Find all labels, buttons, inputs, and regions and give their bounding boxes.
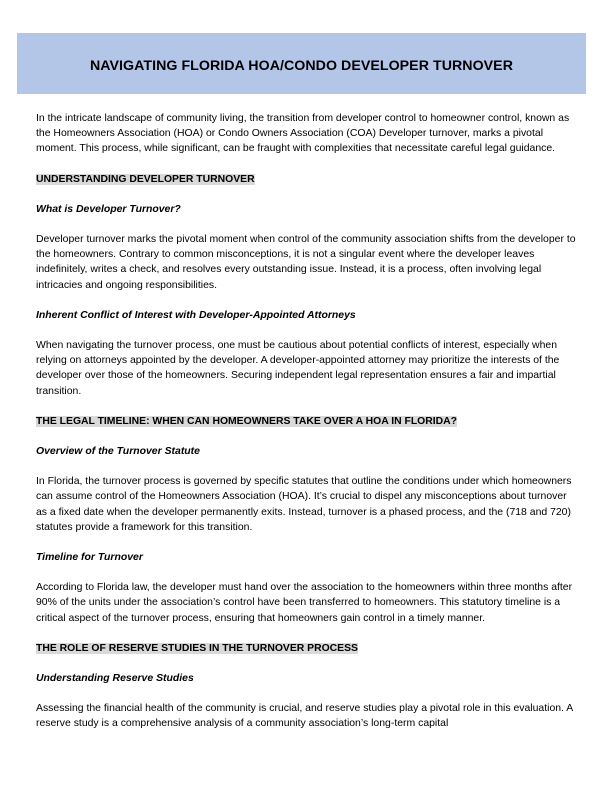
paragraph-turnover-statute: In Florida, the turnover process is governed by specific statutes that outline the conditions under which homeowners can assume control of the Homeowners Association (HOA). It’s crucial to dispel any misconceptions about turnover as a fixed date when the developer permanently exits. Instead, turnover is a phased process, and the (718 and 720) statutes provide a framework for this transition.: [36, 476, 572, 533]
subheading-turnover-statute: Overview of the Turnover Statute: [36, 446, 200, 458]
title-banner: [17, 33, 586, 94]
paragraph-conflict-of-interest: When navigating the turnover process, one must be cautious about potential conflicts of interest, especially when relying on attorneys appointed by the developer. A developer-appointed attorney may prioritize the interests of the developer over those of the homeowners. Securing independent legal representation ensures a fair and impartial transition.: [36, 340, 560, 397]
section-2: [36, 414, 576, 429]
document-title: NAVIGATING FLORIDA HOA/CONDO DEVELOPER TURNOVER: [90, 57, 513, 74]
subheading-what-is-turnover: What is Developer Turnover?: [36, 203, 181, 215]
document-body: [36, 111, 576, 732]
subheading-timeline-for-turnover: Timeline for Turnover: [36, 552, 143, 564]
section-heading-legal-timeline: THE LEGAL TIMELINE: WHEN CAN HOMEOWNERS TAKE OVER A HOA IN FLORIDA?: [36, 415, 458, 427]
section-3: [36, 641, 576, 656]
paragraph-what-is-turnover: Developer turnover marks the pivotal moment when control of the community association shifts from the developer to the homeowners. Contrary to common misconceptions, it is not a singular event where the developer leaves indefinitely, writes a check, and resolves every outstanding issue. Instead, it is a process, often involving legal intricacies and ongoing responsibilities.: [36, 234, 576, 291]
subheading-understanding-reserve-studies: Understanding Reserve Studies: [36, 673, 194, 685]
intro-paragraph: In the intricate landscape of community living, the transition from developer control to homeowner control, known as the Homeowners Association (HOA) or Condo Owners Association (COA) Developer turnover, marks a pivotal moment. This process, while significant, can be fraught with complexities that necessitate careful legal guidance.: [36, 113, 570, 155]
section-1: [36, 172, 576, 187]
paragraph-understanding-reserve-studies: Assessing the financial health of the community is crucial, and reserve studies play a pivotal role in this evaluation. A reserve study is a comprehensive analysis of a community association’s long-term capital: [36, 703, 573, 730]
subheading-conflict-of-interest: Inherent Conflict of Interest with Developer-Appointed Attorneys: [36, 309, 356, 321]
section-heading-understanding-turnover: UNDERSTANDING DEVELOPER TURNOVER: [36, 173, 255, 185]
paragraph-timeline-for-turnover: According to Florida law, the developer must hand over the association to the homeowners within three months after 90% of the units under the association’s control have been transferred to homeowners. This statutory timeline is a critical aspect of the turnover process, ensuring that homeowners gain control in a timely manner.: [36, 582, 573, 624]
section-heading-reserve-studies: THE ROLE OF RESERVE STUDIES IN THE TURNOVER PROCESS: [36, 642, 358, 654]
